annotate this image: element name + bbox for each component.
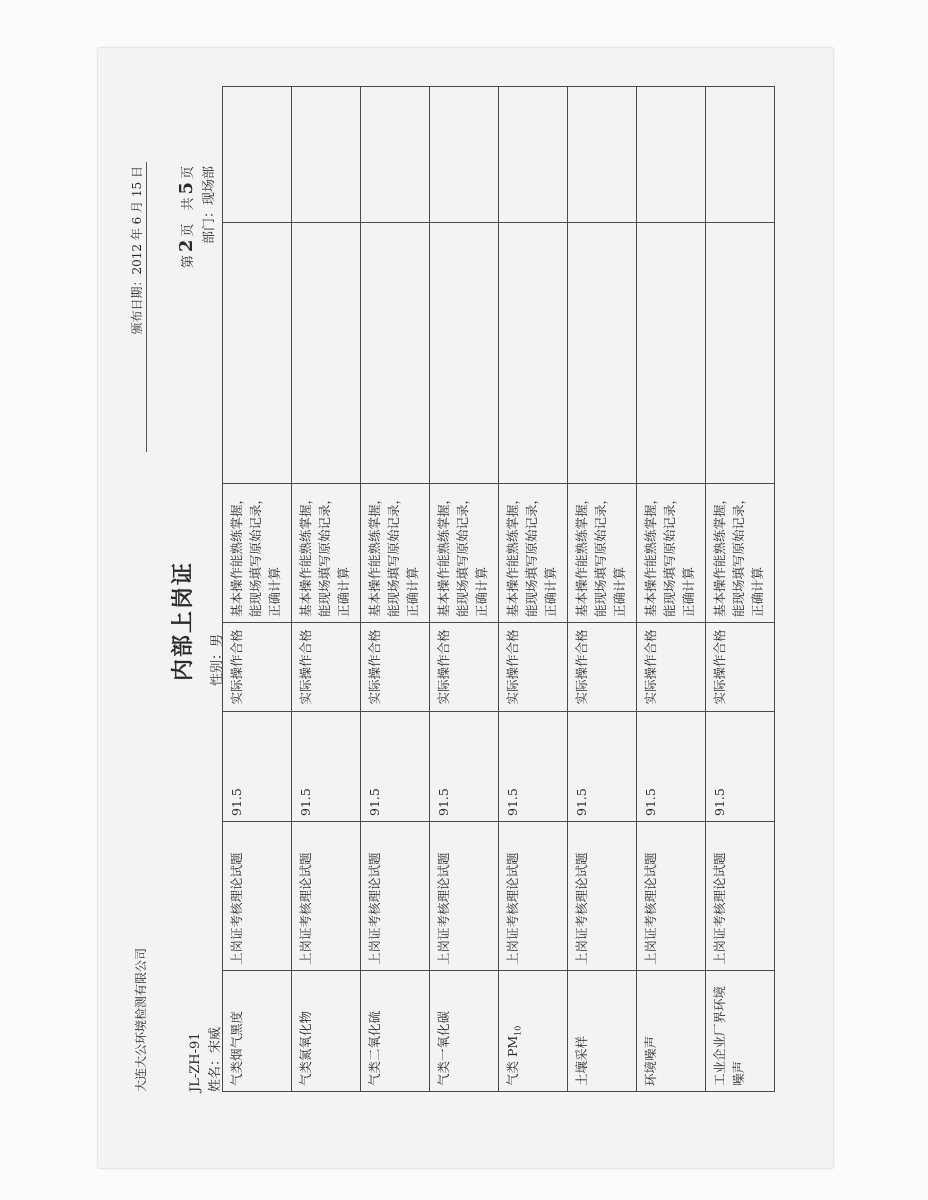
evaluation-text: 基本操作能熟练掌握，能现场填写原始记录，正确计算 [643, 491, 696, 617]
publish-date-underline [146, 162, 147, 452]
score-value: 91.5 [643, 788, 658, 816]
test-cell [292, 822, 361, 971]
operation-cell [637, 623, 706, 712]
test-cell [361, 822, 430, 971]
operation-cell [430, 623, 499, 712]
operation-result: 实际操作合格 [229, 629, 244, 705]
evaluation-text: 基本操作能熟练掌握，能现场填写原始记录，正确计算 [574, 491, 627, 617]
project-cell [637, 971, 706, 1092]
name-value: 宋威 [208, 1026, 223, 1053]
department-field [198, 166, 217, 244]
qualification-table [222, 86, 775, 1092]
table-row [568, 87, 637, 1092]
project-name: 气类烟气黑度 [229, 1010, 244, 1086]
table-row [361, 87, 430, 1092]
blank-cell [706, 87, 775, 223]
test-name: 上岗证考核理论试题 [643, 852, 658, 965]
blank-cell [430, 87, 499, 223]
score-value: 91.5 [367, 788, 382, 816]
evaluation-cell [568, 484, 637, 623]
score-value: 91.5 [712, 788, 727, 816]
operation-cell [292, 623, 361, 712]
department-label: 部门： [202, 205, 217, 245]
blank-cell [361, 87, 430, 223]
project-subscript: 10 [513, 1025, 523, 1036]
evaluation-cell [706, 484, 775, 623]
table-row [706, 87, 775, 1092]
table-row [430, 87, 499, 1092]
score-cell [568, 712, 637, 822]
page-info [176, 166, 197, 268]
evaluation-cell [637, 484, 706, 623]
score-cell [637, 712, 706, 822]
evaluation-text: 基本操作能熟练掌握，能现场填写原始记录，正确计算 [712, 491, 765, 617]
operation-cell [223, 623, 292, 712]
page-suffix: 页 [181, 166, 196, 180]
blank-cell [499, 223, 568, 484]
operation-result: 实际操作合格 [367, 629, 382, 705]
project-name: 气类氮氧化物 [298, 1010, 313, 1086]
score-cell [361, 712, 430, 822]
project-cell [361, 971, 430, 1092]
score-cell [223, 712, 292, 822]
operation-cell [499, 623, 568, 712]
gender-label: 性别： [210, 646, 225, 686]
project-name: 环境噪声 [643, 1035, 658, 1086]
project-name: 土壤采样 [574, 1035, 589, 1086]
certificate-form [124, 150, 765, 1092]
test-name: 上岗证考核理论试题 [367, 852, 382, 965]
evaluation-cell [499, 484, 568, 623]
operation-result: 实际操作合格 [298, 629, 313, 705]
page-prefix: 第 [181, 255, 196, 269]
test-cell [637, 822, 706, 971]
test-name: 上岗证考核理论试题 [505, 852, 520, 965]
blank-cell [292, 87, 361, 223]
evaluation-cell [223, 484, 292, 623]
table-row [292, 87, 361, 1092]
blank-cell [292, 223, 361, 484]
test-name: 上岗证考核理论试题 [229, 852, 244, 965]
project-cell [292, 971, 361, 1092]
test-cell [706, 822, 775, 971]
operation-result: 实际操作合格 [436, 629, 451, 705]
page-total: 5 [176, 182, 197, 195]
evaluation-text: 基本操作能熟练掌握，能现场填写原始记录，正确计算 [505, 491, 558, 617]
table-row [499, 87, 568, 1092]
score-value: 91.5 [505, 788, 520, 816]
project-name: 工业企业厂界环境噪声 [712, 985, 746, 1086]
project-cell [223, 971, 292, 1092]
evaluation-cell [361, 484, 430, 623]
project-name: 气类 PM [505, 1035, 520, 1086]
test-cell [499, 822, 568, 971]
score-value: 91.5 [574, 788, 589, 816]
project-name: 气类二氧化硫 [367, 1010, 382, 1086]
evaluation-text: 基本操作能熟练掌握，能现场填写原始记录，正确计算 [229, 491, 282, 617]
test-cell [430, 822, 499, 971]
department-value: 现场部 [202, 166, 217, 206]
operation-result: 实际操作合格 [574, 629, 589, 705]
score-cell [430, 712, 499, 822]
evaluation-text: 基本操作能熟练掌握，能现场填写原始记录，正确计算 [298, 491, 351, 617]
score-value: 91.5 [229, 788, 244, 816]
project-name: 气类一氧化碳 [436, 1010, 451, 1086]
page-number: 2 [176, 239, 197, 253]
evaluation-text: 基本操作能熟练掌握，能现场填写原始记录，正确计算 [367, 491, 420, 617]
test-name: 上岗证考核理论试题 [712, 852, 727, 965]
blank-cell [430, 223, 499, 484]
page-middle: 页 共 [181, 197, 196, 237]
test-name: 上岗证考核理论试题 [298, 852, 313, 965]
blank-cell [637, 87, 706, 223]
score-cell [292, 712, 361, 822]
company-name: 大连大公环境检测有限公司 [134, 947, 148, 1092]
blank-cell [499, 87, 568, 223]
blank-cell [568, 223, 637, 484]
project-cell [706, 971, 775, 1092]
operation-result: 实际操作合格 [712, 629, 727, 705]
project-cell [430, 971, 499, 1092]
score-cell [706, 712, 775, 822]
form-title: 内部上岗证 [170, 561, 196, 682]
test-cell [568, 822, 637, 971]
blank-cell [637, 223, 706, 484]
operation-cell [568, 623, 637, 712]
operation-result: 实际操作合格 [643, 629, 658, 705]
project-cell [499, 971, 568, 1092]
evaluation-cell [430, 484, 499, 623]
test-name: 上岗证考核理论试题 [436, 852, 451, 965]
operation-cell [706, 623, 775, 712]
blank-cell [223, 87, 292, 223]
score-value: 91.5 [436, 788, 451, 816]
evaluation-cell [292, 484, 361, 623]
name-field [204, 1027, 223, 1092]
blank-cell [361, 223, 430, 484]
score-value: 91.5 [298, 788, 313, 816]
name-label: 姓名： [208, 1052, 223, 1092]
project-cell [568, 971, 637, 1092]
operation-cell [361, 623, 430, 712]
blank-cell [223, 223, 292, 484]
evaluation-text: 基本操作能熟练掌握，能现场填写原始记录，正确计算 [436, 491, 489, 617]
gender-value: 男 [210, 633, 225, 647]
test-name: 上岗证考核理论试题 [574, 852, 589, 965]
table-row [637, 87, 706, 1092]
blank-cell [706, 223, 775, 484]
publish-date: 颁布日期：2012 年 6 月 15 日 [130, 166, 144, 335]
blank-cell [568, 87, 637, 223]
test-cell [223, 822, 292, 971]
operation-result: 实际操作合格 [505, 629, 520, 705]
table-row [223, 87, 292, 1092]
form-code: JL-ZH-91 [188, 1032, 203, 1092]
score-cell [499, 712, 568, 822]
